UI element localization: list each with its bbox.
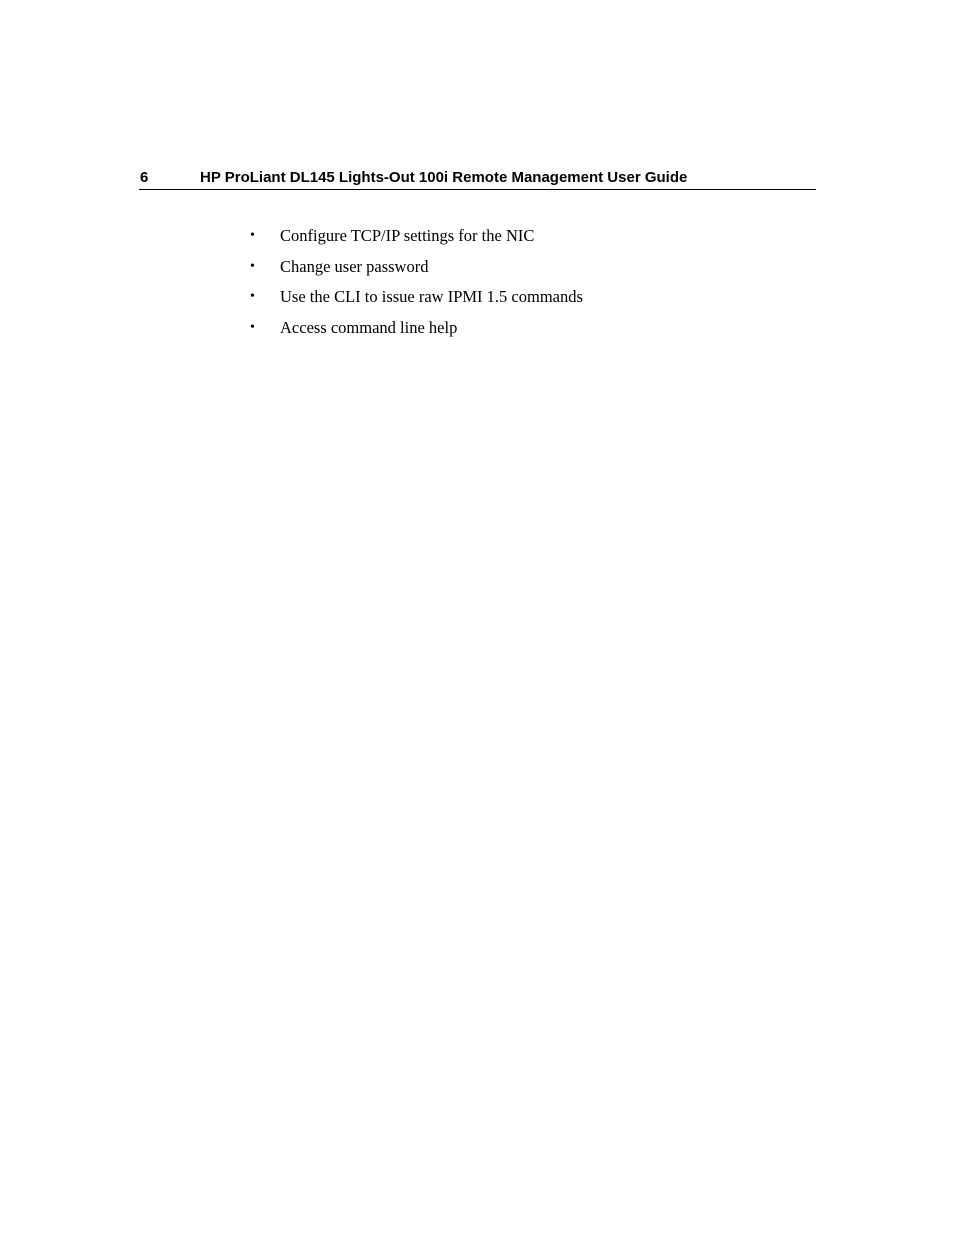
bullet-icon: • bbox=[250, 228, 255, 243]
bullet-icon: • bbox=[250, 319, 255, 335]
list-item-text: Configure TCP/IP settings for the NIC bbox=[280, 226, 535, 245]
bullet-icon: • bbox=[250, 258, 255, 274]
list-item-text: Use the CLI to issue raw IPMI 1.5 commands bbox=[280, 287, 583, 306]
page-header bbox=[139, 168, 816, 190]
list-item-text: Change user password bbox=[280, 256, 429, 276]
running-header-title: HP ProLiant DL145 Lights-Out 100i Remote Management User Guide bbox=[200, 169, 688, 186]
bullet-icon: • bbox=[250, 289, 255, 304]
page-number: 6 bbox=[140, 169, 149, 186]
list-item-text: Access command line help bbox=[280, 317, 458, 337]
